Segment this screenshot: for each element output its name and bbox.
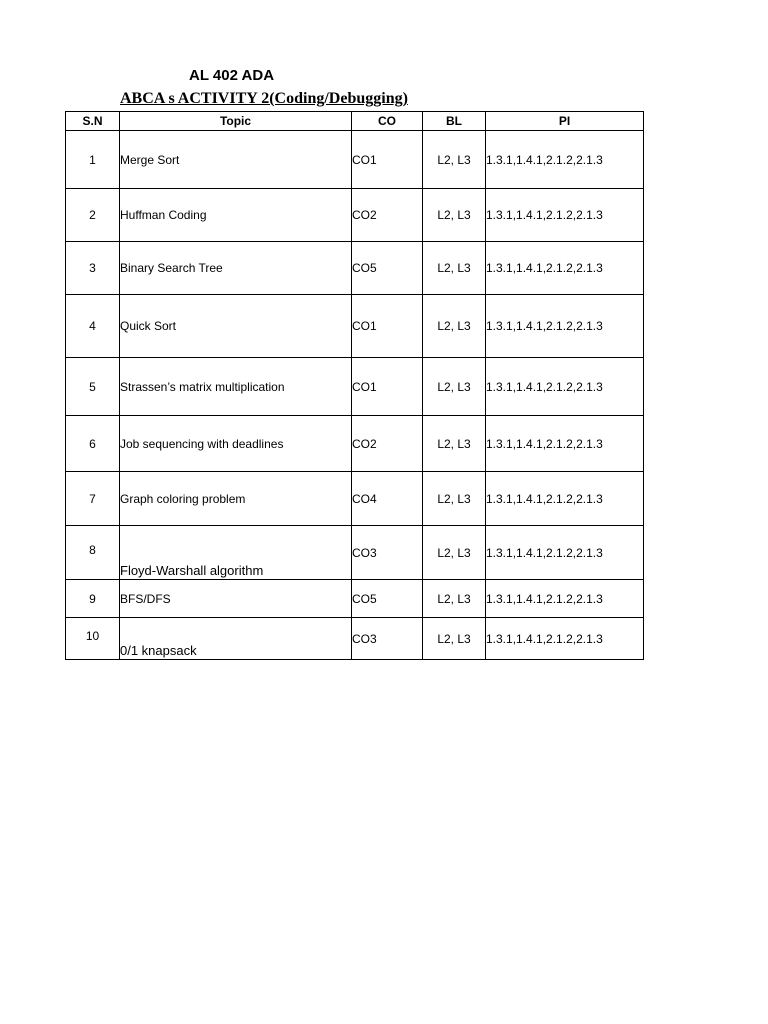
row-pi: 1.3.1,1.4.1,2.1.2,2.1.3 <box>486 580 644 618</box>
row-pi: 1.3.1,1.4.1,2.1.2,2.1.3 <box>486 472 644 526</box>
activity-title: ABCA s ACTIVITY 2(Coding/Debugging) <box>120 90 408 107</box>
column-header-bl: BL <box>423 112 486 131</box>
row-pi: 1.3.1,1.4.1,2.1.2,2.1.3 <box>486 189 644 242</box>
row-bl: L2, L3 <box>423 189 486 242</box>
row-bl: L2, L3 <box>423 526 486 580</box>
table-row <box>66 189 644 242</box>
row-topic: Quick Sort <box>120 295 352 358</box>
row-topic: Merge Sort <box>120 131 352 189</box>
row-sn: 1 <box>66 131 120 189</box>
table-row <box>66 295 644 358</box>
row-topic: Job sequencing with deadlines <box>120 416 352 472</box>
row-co: CO4 <box>352 472 423 526</box>
row-sn: 9 <box>66 580 120 618</box>
row-co: CO2 <box>352 416 423 472</box>
table-row <box>66 416 644 472</box>
row-sn: 7 <box>66 472 120 526</box>
row-co: CO2 <box>352 189 423 242</box>
row-co: CO1 <box>352 358 423 416</box>
row-pi: 1.3.1,1.4.1,2.1.2,2.1.3 <box>486 358 644 416</box>
table-row <box>66 242 644 295</box>
row-bl: L2, L3 <box>423 131 486 189</box>
column-header-sn: S.N <box>66 112 120 131</box>
row-topic: Floyd-Warshall algorithm <box>120 526 352 580</box>
row-bl: L2, L3 <box>423 295 486 358</box>
row-pi: 1.3.1,1.4.1,2.1.2,2.1.3 <box>486 416 644 472</box>
row-topic: Strassen’s matrix multiplication <box>120 358 352 416</box>
row-pi: 1.3.1,1.4.1,2.1.2,2.1.3 <box>486 131 644 189</box>
row-co: CO3 <box>352 526 423 580</box>
row-sn: 8 <box>66 526 120 580</box>
row-sn: 3 <box>66 242 120 295</box>
row-co: CO1 <box>352 295 423 358</box>
table-row <box>66 526 644 580</box>
row-topic: Graph coloring problem <box>120 472 352 526</box>
table-header-row <box>66 112 644 131</box>
column-header-co: CO <box>352 112 423 131</box>
row-topic: Binary Search Tree <box>120 242 352 295</box>
table-row <box>66 618 644 660</box>
row-topic: Huffman Coding <box>120 189 352 242</box>
row-co: CO3 <box>352 618 423 660</box>
row-sn: 5 <box>66 358 120 416</box>
table-row <box>66 472 644 526</box>
row-bl: L2, L3 <box>423 358 486 416</box>
table-row <box>66 358 644 416</box>
row-sn: 10 <box>66 618 120 660</box>
row-sn: 2 <box>66 189 120 242</box>
row-bl: L2, L3 <box>423 242 486 295</box>
row-bl: L2, L3 <box>423 580 486 618</box>
row-pi: 1.3.1,1.4.1,2.1.2,2.1.3 <box>486 526 644 580</box>
row-pi: 1.3.1,1.4.1,2.1.2,2.1.3 <box>486 295 644 358</box>
row-sn: 6 <box>66 416 120 472</box>
row-co: CO5 <box>352 580 423 618</box>
course-title: AL 402 ADA <box>189 67 275 84</box>
row-topic: BFS/DFS <box>120 580 352 618</box>
row-co: CO1 <box>352 131 423 189</box>
row-sn: 4 <box>66 295 120 358</box>
row-bl: L2, L3 <box>423 416 486 472</box>
row-co: CO5 <box>352 242 423 295</box>
column-header-topic: Topic <box>120 112 352 131</box>
row-pi: 1.3.1,1.4.1,2.1.2,2.1.3 <box>486 242 644 295</box>
row-pi: 1.3.1,1.4.1,2.1.2,2.1.3 <box>486 618 644 660</box>
row-bl: L2, L3 <box>423 472 486 526</box>
table-row <box>66 131 644 189</box>
row-bl: L2, L3 <box>423 618 486 660</box>
table-row <box>66 580 644 618</box>
row-topic: 0/1 knapsack <box>120 618 352 660</box>
activity-topics-table <box>65 111 644 660</box>
column-header-pi: PI <box>486 112 644 131</box>
